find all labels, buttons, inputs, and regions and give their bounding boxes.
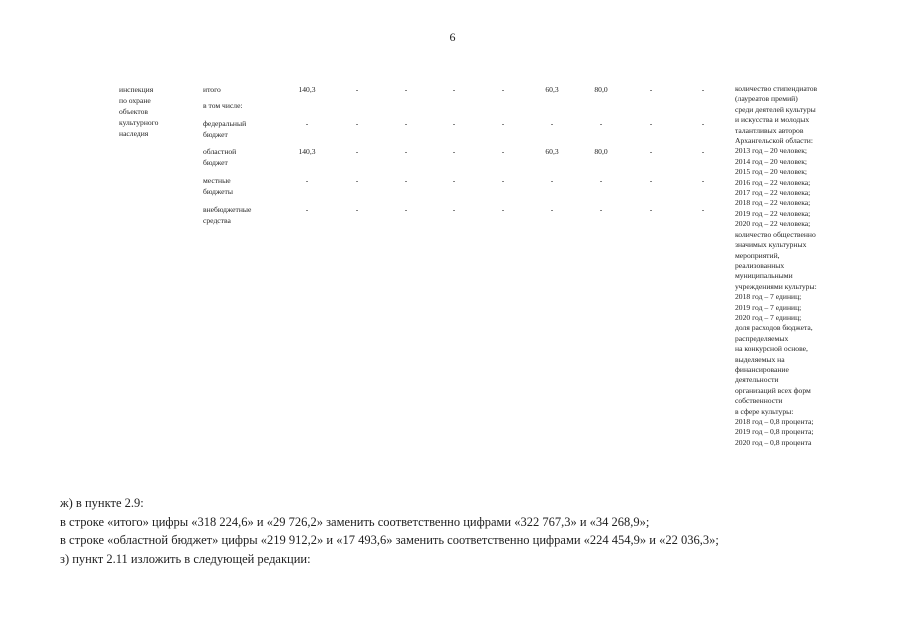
source-label-line: бюджеты [203,187,233,196]
executor-line: наследия [119,129,149,138]
amount-cell: - [305,176,309,185]
amount-cell: 80,0 [594,85,608,94]
amount-cell: - [501,147,505,156]
indicator-line: собственности [735,396,783,406]
amount-cell: - [550,119,554,128]
amount-cell: - [404,205,408,214]
indicator-line: значимых культурных [735,240,807,250]
amount-cell: - [404,176,408,185]
executor-line: по охране [119,96,151,105]
amount-cell: - [599,205,603,214]
indicator-line: выделяемых на [735,354,785,364]
executor-cell [119,84,189,139]
amount-cell: - [355,85,359,94]
amount-cell: - [599,119,603,128]
executor-line: инспекция [119,85,154,94]
indicator-line: распределяемых [735,333,789,343]
amount-cell: - [452,176,456,185]
amount-cell: - [355,147,359,156]
indicator-line: 2017 год – 22 человека; [735,188,811,198]
indicator-line: и искусства и молодых [735,115,810,125]
indicator-line: 2019 год – 22 человека; [735,208,811,218]
source-label [203,84,278,95]
source-label-line: бюджет [203,158,228,167]
amount-cell: - [649,85,653,94]
executor-line: объектов [119,107,148,116]
amount-cell: - [599,176,603,185]
indicator-line: 2015 год – 20 человек; [735,167,808,177]
indicator-line: доля расходов бюджета, [735,323,813,333]
source-label-line: федеральный [203,119,247,128]
amount-cell: - [355,205,359,214]
amount-cell: - [355,176,359,185]
amount-cell: - [701,205,705,214]
amount-cell: - [501,119,505,128]
amount-cell: - [452,119,456,128]
indicator-line: на конкурсной основе, [735,344,808,354]
indicator-line: финансирование [735,364,789,374]
amount-cell: - [550,176,554,185]
indicator-line: (лауреатов премий) [735,94,798,104]
source-label-line: внебюджетные [203,205,252,214]
amount-cell: - [305,205,309,214]
indicator-line: количество общественно [735,229,816,239]
indicator-line: 2016 год – 22 человека; [735,177,811,187]
amount-cell: - [649,147,653,156]
amount-cell: - [649,119,653,128]
amount-cell: - [404,147,408,156]
amount-cell: - [501,176,505,185]
source-label [203,146,278,168]
amount-cell: 140,3 [298,147,316,156]
source-label [203,100,278,111]
amount-cell: 60,3 [545,147,559,156]
source-label-line: в том числе: [203,101,243,110]
amount-cell: - [701,119,705,128]
amount-cell: 140,3 [298,85,316,94]
indicator-line: 2020 год – 0,8 процента [735,437,812,447]
amount-cell: - [452,147,456,156]
amount-cell: 60,3 [545,85,559,94]
amount-cell: - [404,119,408,128]
indicator-line: в сфере культуры: [735,406,794,416]
indicator-line: 2013 год – 20 человек; [735,146,808,156]
indicator-line: 2018 год – 7 единиц; [735,292,802,302]
source-label-line: итого [203,85,221,94]
amendment-text [60,494,719,568]
amount-cell: - [501,85,505,94]
amount-cell: - [404,85,408,94]
amount-cell: - [305,119,309,128]
source-label-line: местные [203,176,231,185]
executor-line: культурного [119,118,159,127]
indicator-line: муниципальными [735,271,793,281]
body-line: в строке «областной бюджет» цифры «219 912,2» и «17 493,6» заменить соответственно цифрами «224 454,9» и «22 036,3»; [60,533,719,547]
indicator-line: 2018 год – 22 человека; [735,198,811,208]
amount-cell: - [649,205,653,214]
indicator-line: количество стипендиатов [735,84,818,93]
indicator-line: 2018 год – 0,8 процента; [735,417,814,426]
indicator-line: Архангельской области: [735,136,813,146]
indicators-cell [735,84,900,448]
indicator-line: мероприятий, [735,250,780,260]
indicator-line: организаций всех форм [735,385,811,395]
body-line: ж) в пункте 2.9: [60,496,144,510]
amount-cell: - [649,176,653,185]
body-line: в строке «итого» цифры «318 224,6» и «29 726,2» заменить соответственно цифрами «322 767,3» и «34 268,9»; [60,514,650,529]
indicator-line: деятельности [735,375,779,385]
source-label [203,118,278,140]
source-label [203,175,278,197]
amount-cell: - [452,205,456,214]
amount-cell: 80,0 [594,147,608,156]
indicator-line: талантливых авторов [735,125,804,135]
amount-cell: - [701,85,705,94]
amount-cell: - [355,119,359,128]
body-line: з) пункт 2.11 изложить в следующей редакции: [60,551,311,566]
source-label [203,204,278,226]
indicator-line: среди деятелей культуры [735,104,816,114]
amount-cell: - [701,147,705,156]
source-label-line: областной [203,147,237,156]
amount-cell: - [550,205,554,214]
indicator-line: 2019 год – 0,8 процента; [735,427,814,437]
source-label-line: средства [203,216,231,225]
indicator-line: 2014 год – 20 человек; [735,156,808,166]
source-label-line: бюджет [203,130,228,139]
amount-cell: - [701,176,705,185]
amount-cell: - [452,85,456,94]
indicator-line: 2020 год – 7 единиц; [735,312,802,322]
page-number: 6 [449,30,456,44]
indicator-line: 2020 год – 22 человека; [735,219,811,229]
indicator-line: реализованных [735,260,785,270]
indicator-line: учреждениями культуры: [735,281,817,291]
amount-cell: - [501,205,505,214]
indicator-line: 2019 год – 7 единиц; [735,302,802,312]
